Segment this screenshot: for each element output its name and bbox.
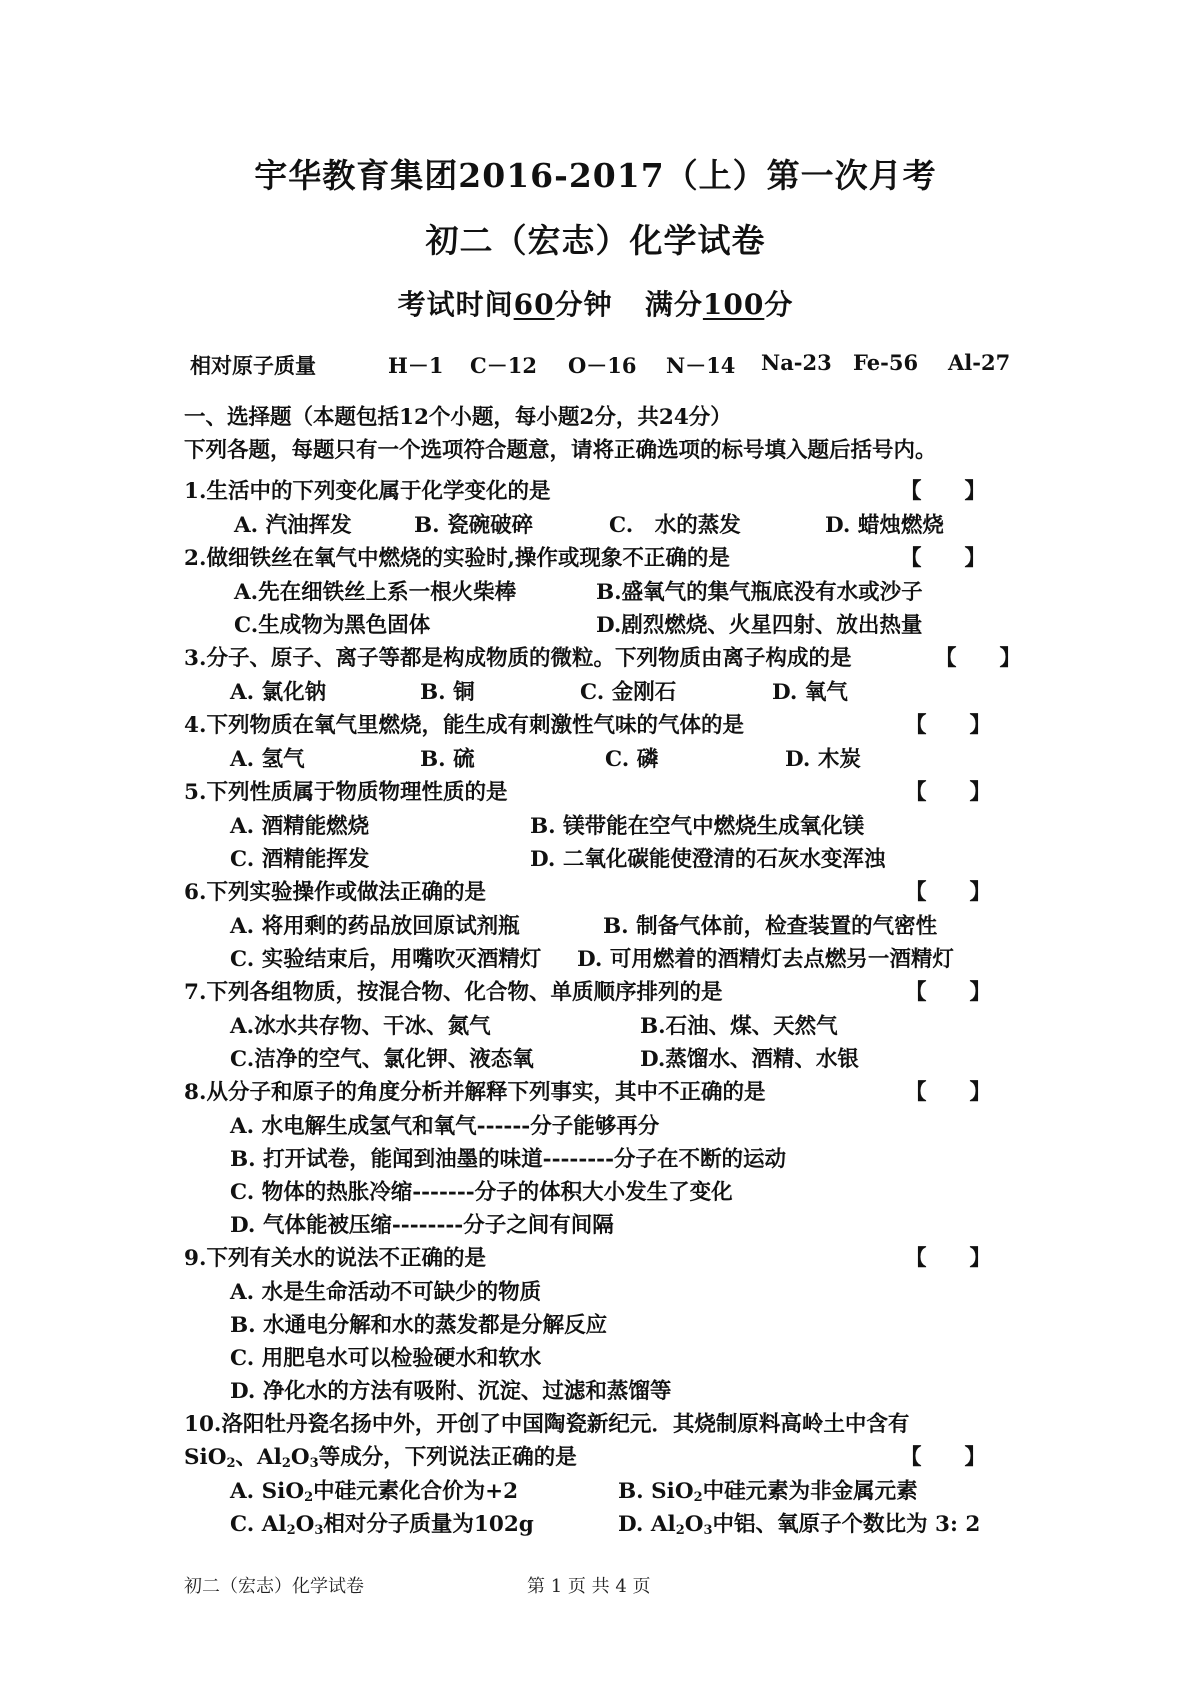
- option: D. 木炭: [785, 747, 861, 772]
- option: D. $Al_2O_3$中铝、氧原子个数比为 3: 2: [618, 1512, 981, 1538]
- question-stem: 4.下列物质在氧气里燃烧，能生成有刺激性气味的气体的是: [184, 713, 744, 738]
- option: B. 水通电分解和水的蒸发都是分解反应: [230, 1313, 608, 1338]
- option: C. $Al_2O_3$相对分子质量为102g: [230, 1512, 534, 1538]
- mass-item: C－12: [470, 353, 537, 378]
- option: A. 氢气: [230, 747, 305, 772]
- exam-time-score: 考试时间60分钟 满分100分: [397, 288, 794, 321]
- question-stem: 8.从分子和原子的角度分析并解释下列事实，其中不正确的是: [184, 1080, 766, 1105]
- mass-item: Na-23: [761, 350, 832, 375]
- question-stem: 3.分子、原子、离子等都是构成物质的微粒。下列物质由离子构成的是: [184, 646, 852, 671]
- option: C. 酒精能挥发: [230, 847, 370, 872]
- answer-bracket[interactable]: 【 】: [900, 546, 987, 571]
- question-stem: 9.下列有关水的说法不正确的是: [184, 1246, 486, 1271]
- option: B. 硫: [420, 747, 475, 772]
- question-stem: 6.下列实验操作或做法正确的是: [184, 880, 486, 905]
- answer-bracket[interactable]: 【 】: [905, 880, 992, 905]
- option: A. 汽油挥发: [234, 513, 352, 538]
- option: A. SiO$_2$中硅元素化合价为+2: [230, 1479, 519, 1505]
- mass-item: O－16: [568, 353, 637, 378]
- question-stem: 10.洛阳牡丹瓷名扬中外，开创了中国陶瓷新纪元．其烧制原料高岭土中含有: [184, 1412, 910, 1437]
- answer-bracket[interactable]: 【 】: [900, 1445, 987, 1470]
- question-stem: 7.下列各组物质，按混合物、化合物、单质顺序排列的是: [184, 980, 723, 1005]
- option: B. 镁带能在空气中燃烧生成氧化镁: [530, 814, 865, 839]
- question-stem-continued: SiO$_2$、$Al_2O_3$等成分，下列说法正确的是: [184, 1445, 577, 1471]
- answer-bracket[interactable]: 【 】: [900, 479, 987, 504]
- mass-item: Fe-56: [853, 350, 919, 375]
- option: C. 用肥皂水可以检验硬水和软水: [230, 1346, 542, 1371]
- option: B. 铜: [420, 680, 475, 705]
- question-stem: 2.做细铁丝在氧气中燃烧的实验时,操作或现象不正确的是: [184, 546, 730, 571]
- mass-item: H－1: [388, 353, 444, 378]
- option: A.先在细铁丝上系一根火柴棒: [234, 580, 517, 605]
- option: A. 将用剩的药品放回原试剂瓶: [230, 914, 520, 939]
- section-heading: 一、选择题（本题包括12个小题，每小题2分，共24分）: [184, 405, 732, 430]
- time-value: 60: [513, 288, 555, 321]
- option: B. 打开试卷，能闻到油墨的味道--------分子在不断的运动: [230, 1147, 787, 1172]
- exam-subtitle: 初二（宏志）化学试卷: [425, 221, 766, 260]
- option: B.盛氧气的集气瓶底没有水或沙子: [596, 580, 923, 605]
- question-stem: 1.生活中的下列变化属于化学变化的是: [184, 479, 551, 504]
- option: A. 酒精能燃烧: [230, 814, 370, 839]
- answer-bracket[interactable]: 【 】: [905, 1080, 992, 1105]
- footer-page-number: 第 1 页 共 4 页: [527, 1576, 651, 1597]
- exam-title: 宇华教育集团2016-2017（上）第一次月考: [254, 156, 937, 195]
- option: A. 氯化钠: [230, 680, 327, 705]
- option: D. 净化水的方法有吸附、沉淀、过滤和蒸馏等: [230, 1379, 672, 1404]
- answer-bracket[interactable]: 【 】: [905, 780, 992, 805]
- option: B. 瓷碗破碎: [414, 513, 534, 538]
- option: C. 物体的热胀冷缩-------分子的体积大小发生了变化: [230, 1180, 733, 1205]
- section-instruction: 下列各题，每题只有一个选项符合题意，请将正确选项的标号填入题后括号内。: [184, 438, 937, 463]
- option: D. 氧气: [772, 680, 848, 705]
- mass-item: Al-27: [948, 350, 1011, 375]
- answer-bracket[interactable]: 【 】: [905, 980, 992, 1005]
- option: D.剧烈燃烧、火星四射、放出热量: [596, 613, 923, 638]
- option: D. 二氧化碳能使澄清的石灰水变浑浊: [530, 847, 886, 872]
- footer-title: 初二（宏志）化学试卷: [184, 1576, 364, 1597]
- option: A. 水是生命活动不可缺少的物质: [230, 1280, 542, 1305]
- option: D.蒸馏水、酒精、水银: [640, 1047, 859, 1072]
- score-value: 100: [702, 288, 765, 321]
- question-stem: 5.下列性质属于物质物理性质的是: [184, 780, 508, 805]
- atomic-masses-label: 相对原子质量: [190, 353, 316, 378]
- option: C.生成物为黑色固体: [234, 613, 431, 638]
- option: B. 制备气体前，检查装置的气密性: [603, 914, 938, 939]
- answer-bracket[interactable]: 【 】: [905, 713, 992, 738]
- option: B. SiO$_2$中硅元素为非金属元素: [618, 1479, 918, 1505]
- option: D. 蜡烛燃烧: [825, 513, 944, 538]
- option: C. 实验结束后，用嘴吹灭酒精灯: [230, 947, 542, 972]
- answer-bracket[interactable]: 【 】: [905, 1246, 992, 1271]
- option: D. 可用燃着的酒精灯去点燃另一酒精灯: [577, 947, 954, 972]
- option: A. 水电解生成氢气和氧气------分子能够再分: [230, 1114, 660, 1139]
- answer-bracket[interactable]: 【 】: [935, 646, 1022, 671]
- option: A.冰水共存物、干冰、氮气: [230, 1014, 491, 1039]
- option: C. 磷: [605, 747, 659, 772]
- option: B.石油、煤、天然气: [640, 1014, 838, 1039]
- option: D. 气体能被压缩--------分子之间有间隔: [230, 1213, 614, 1238]
- option: C.洁净的空气、氯化钾、液态氧: [230, 1047, 534, 1072]
- option: C. 水的蒸发: [609, 513, 741, 538]
- mass-item: N－14: [666, 353, 736, 378]
- option: C. 金刚石: [580, 680, 677, 705]
